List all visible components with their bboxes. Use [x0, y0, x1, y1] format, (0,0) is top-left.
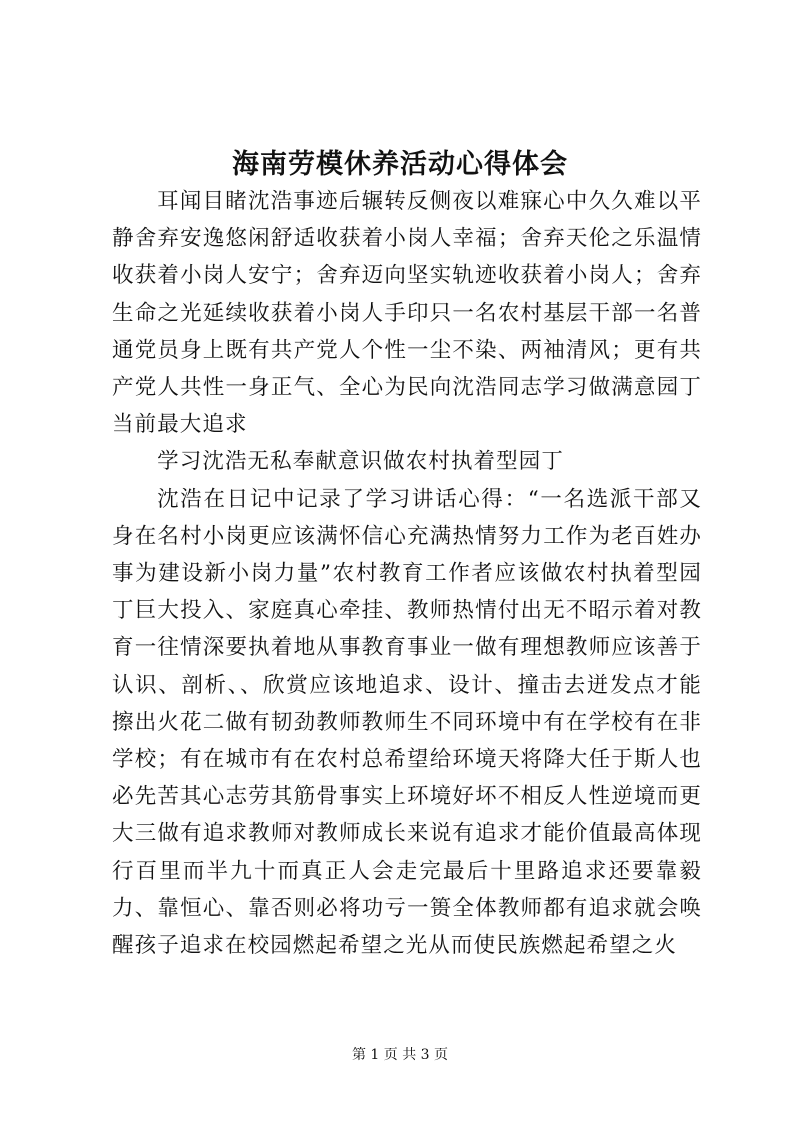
document-title: 海南劳模休养活动心得体会 [232, 149, 568, 180]
paragraph: 沈浩在日记中记录了学习讲话心得：“一名选派干部又身在名村小岗更应该满怀信心充满热情努力工作为老百姓办事为建设新小岗力量”农村教育工作者应该做农村执着型园丁巨大投入、家庭真心牵挂、教师热情付出无不昭示着对教育一往情深要执着地从事教育事业一做有理想教师应该善于认识、剖析、、欣赏应该地追求、设计、撞击去迸发点才能擦出火花二做有韧劲教师教师生不同环境中有在学校有在非学校；有在城市有在农村总希望给环境天将降大任于斯人也必先苦其心志劳其筋骨事实上环境好坏不相反人性逆境而更大三做有追求教师对教师成长来说有追求才能价值最高体现行百里而半九十而真正人会走完最后十里路追求还要靠毅力、靠恒心、靠否则必将功亏一篑全体教师都有追求就会唤醒孩子追求在校园燃起希望之光从而使民族燃起希望之火 [112, 486, 702, 959]
paragraph: 学习沈浩无私奉献意识做农村执着型园丁 [157, 449, 564, 475]
document-body [112, 183, 702, 964]
page-footer: 第 1 页 共 3 页 [351, 1047, 449, 1063]
paragraph: 耳闻目睹沈浩事迹后辗转反侧夜以难寐心中久久难以平静舍弃安逸悠闲舒适收获着小岗人幸福；舍弃天伦之乐温情收获着小岗人安宁；舍弃迈向坚实轨迹收获着小岗人；舍弃生命之光延续收获着小岗人手印只一名农村基层干部一名普通党员身上既有共产党人个性一尘不染、两袖清风；更有共产党人共性一身正气、全心为民向沈浩同志学习做满意园丁当前最大追求 [112, 189, 702, 438]
